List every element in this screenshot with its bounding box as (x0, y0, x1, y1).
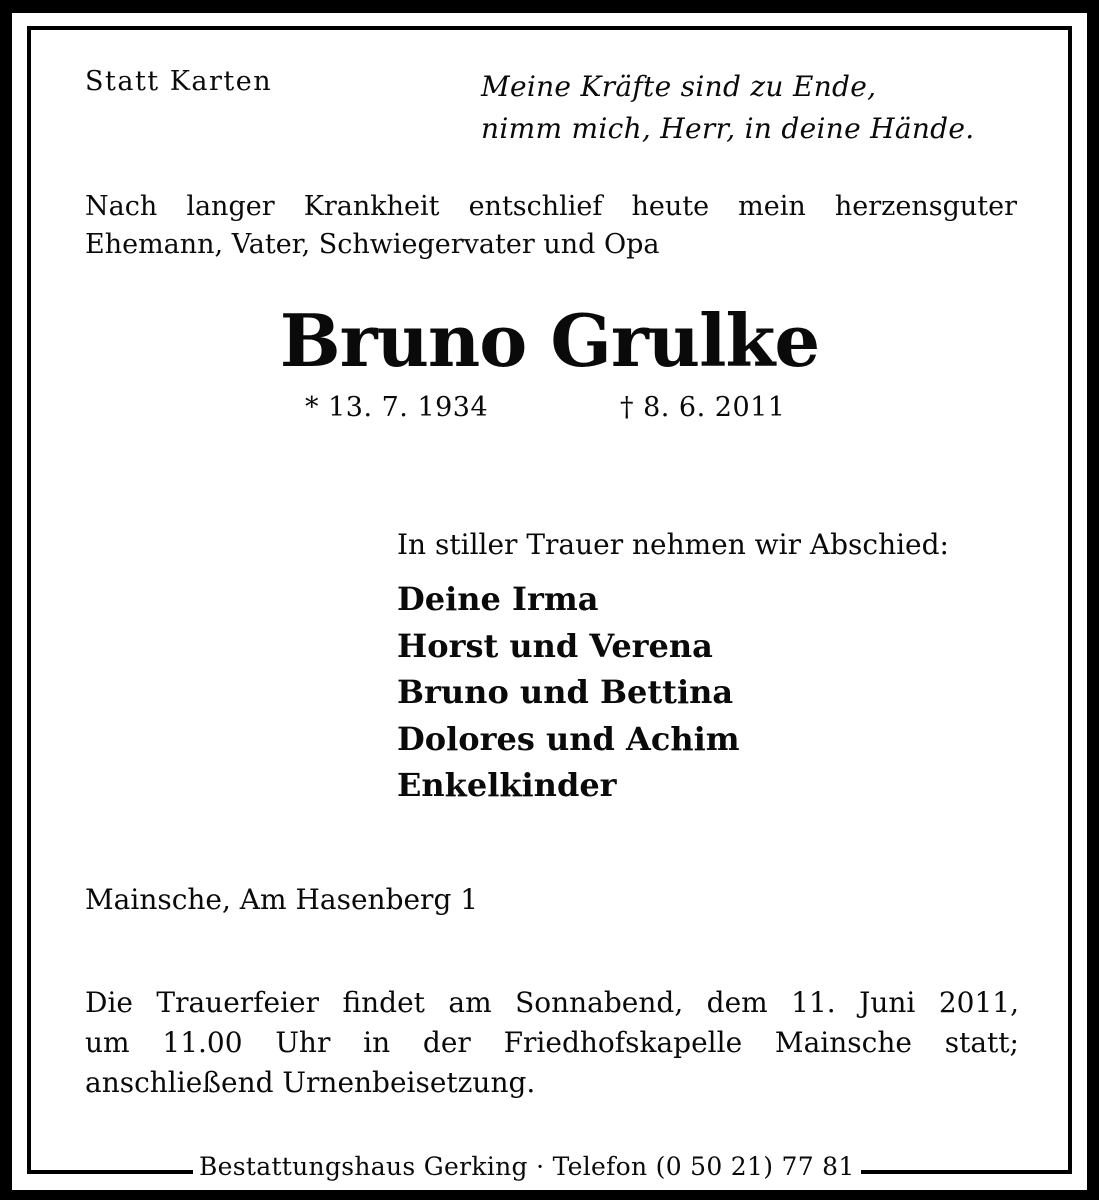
ceremony-line-1: Die Trauerfeier findet am Sonnabend, dem 11. Juni 2011, (85, 986, 1019, 1019)
mourner-name: Bruno und Bettina (397, 673, 734, 711)
mourning-intro: In stiller Trauer nehmen wir Abschied: (397, 528, 949, 561)
funeral-service-info (85, 983, 1019, 1103)
announcement-line-1: Nach langer Krankheit entschlief heute mein herzensguter (85, 191, 1017, 222)
statt-karten-label: Statt Karten (85, 66, 273, 97)
ceremony-line-2: um 11.00 Uhr in der Friedhofskapelle Mainsche statt; (85, 1026, 1019, 1059)
death-date-wrapper (620, 392, 785, 423)
mourners-list (397, 576, 740, 809)
mourner-name: Dolores und Achim (397, 719, 740, 758)
motto-verse (481, 66, 974, 150)
motto-line-2: nimm mich, Herr, in deine Hände. (481, 112, 975, 145)
deceased-name: Bruno Grulke (279, 298, 820, 383)
mourner-name: Deine Irma (397, 580, 599, 618)
ceremony-line-3: anschließend Urnenbeisetzung. (85, 1066, 536, 1099)
death-announcement-text (85, 188, 1017, 264)
announcement-line-2: Ehemann, Vater, Schwiegervater und Opa (85, 229, 660, 260)
death-date: † 8. 6. 2011 (620, 392, 786, 423)
birth-date: * 13. 7. 1934 (305, 392, 489, 423)
life-dates (305, 392, 488, 423)
motto-line-1: Meine Kräfte sind zu Ende, (481, 70, 877, 103)
funeral-home-footer: Bestattungshaus Gerking · Telefon (0 50 21) 77 81 (193, 1150, 861, 1184)
mourner-name: Enkelkinder (397, 766, 617, 804)
family-address: Mainsche, Am Hasenberg 1 (85, 883, 479, 916)
mourner-name: Horst und Verena (397, 626, 713, 665)
